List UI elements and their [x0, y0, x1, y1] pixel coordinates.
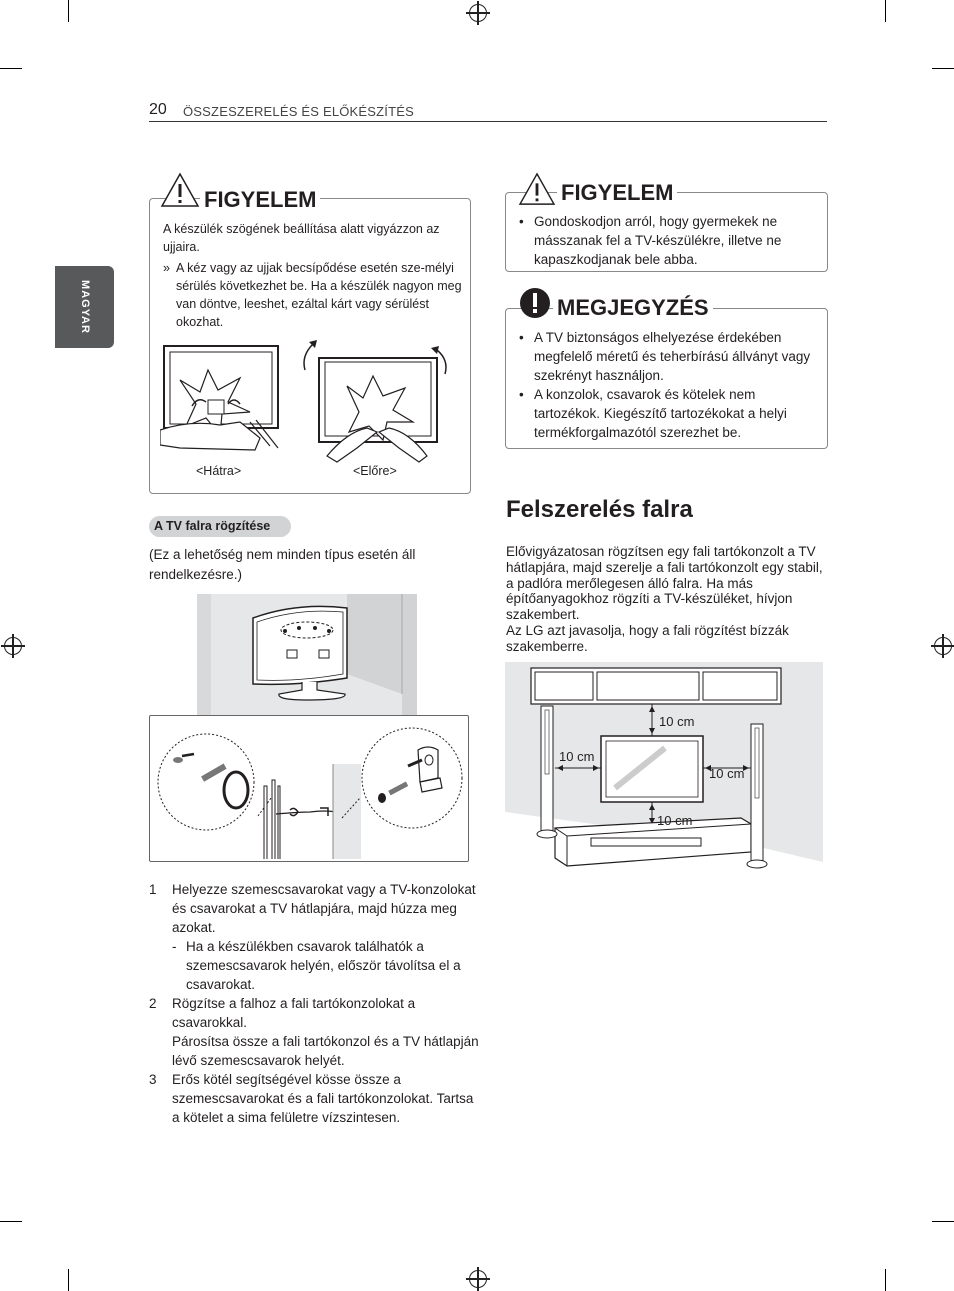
step-sub-item — [172, 937, 479, 994]
caption-back: <Hátra> — [196, 464, 242, 478]
caution-title-right: FIGYELEM — [557, 181, 677, 205]
registration-mark-icon — [934, 637, 952, 655]
tv-tilt-front-illustration — [297, 336, 462, 466]
dash-marker: - — [172, 939, 177, 954]
warning-triangle-icon — [518, 172, 556, 206]
section-title: ÖSSZESZERELÉS ÉS ELŐKÉSZÍTÉS — [183, 104, 415, 119]
section-heading: Felszerelés falra — [506, 496, 693, 523]
caution-right-list — [519, 212, 819, 269]
step-number: 1 — [149, 882, 157, 897]
list-item: • A konzolok, csavarok és kötelek nem tartozékok. Kiegészítő tartozékokat a helyi termékforgalmazótól szerezhet be. — [519, 385, 819, 442]
step-text: Helyezze szemescsavarokat vagy a TV-konzolokat és csavarokat a TV hátlapjára, majd húzza meg azokat. — [172, 882, 476, 935]
mounting-steps — [149, 880, 479, 1127]
exclamation-circle-icon — [518, 286, 552, 320]
list-item: • Gondoskodjon arról, hogy gyermekek ne másszanak fel a TV-készülékre, illetve ne kapaszkodjanak bele abba. — [519, 212, 819, 269]
wall-clearance-illustration — [505, 662, 823, 874]
caution-intro: A készülék szögének beállítása alatt vigyázzon az ujjaira. — [163, 222, 440, 254]
bullet-marker: » — [163, 261, 170, 275]
dim-label-left: 10 cm — [559, 749, 595, 764]
step-3 — [149, 1070, 479, 1127]
caution-bullet: A kéz vagy az ujjak becsípődése esetén sze-mélyi sérülés következhet be. Ha a készülék nagyon meg van döntve, leeshet, ezáltal kárt vagy sérülést okozhat. — [176, 261, 462, 329]
dim-label-top: 10 cm — [659, 714, 695, 729]
page-number: 20 — [149, 101, 167, 118]
language-tab-label: MAGYAR — [78, 280, 91, 334]
step-1 — [149, 880, 479, 994]
note-list — [519, 328, 819, 442]
step-text: Erős kötél segítségével kösse össze a szemescsavarokat és a fali tartókonzolokat. Tartsa a kötelet a sima felületre vízszintesen. — [172, 1072, 474, 1125]
warning-triangle-icon — [160, 172, 200, 208]
registration-mark-icon — [4, 637, 22, 655]
tv-rear-illustration — [197, 594, 417, 716]
wall-fix-note: (Ez a lehetőség nem minden típus esetén áll rendelkezésre.) — [149, 547, 416, 582]
step-number: 2 — [149, 996, 157, 1011]
step-2 — [149, 994, 479, 1070]
wall-fix-pill: A TV falra rögzítése — [149, 516, 291, 537]
dim-label-bottom: 10 cm — [657, 813, 693, 828]
header-rule — [149, 121, 827, 122]
eye-bolt-bracket-illustration — [150, 716, 466, 859]
caption-front: <Előre> — [353, 464, 397, 478]
note-title: MEGJEGYZÉS — [553, 296, 713, 320]
tv-tilt-back-illustration — [160, 340, 305, 465]
step-number: 3 — [149, 1072, 157, 1087]
registration-mark-icon — [469, 4, 487, 22]
language-tab — [55, 266, 114, 348]
step-extra-text: Párosítsa össze a fali tartókonzol és a TV hátlapján lévő szemescsavarok helyét. — [172, 1034, 479, 1068]
caution-title-left: FIGYELEM — [200, 188, 320, 212]
dim-label-right: 10 cm — [709, 766, 745, 781]
list-item: • A TV biztonságos elhelyezése érdekében megfelelő méretű és teherbírású állványt vagy szekrényt használjon. — [519, 328, 819, 385]
step-sub-text: Ha a készülékben csavarok találhatók a szemescsavarok helyén, először távolítsa el a csavarokat. — [186, 939, 461, 992]
wall-mount-paragraph-1: Elővigyázatosan rögzítsen egy fali tartókonzolt a TV hátlapjára, majd szerelje a fali tartókonzolt egy stabil, a padlóra merőlegesen álló falra. Ha más építőanyagokhoz rögzíti a TV-készüléket, hívjon szakembert. — [506, 544, 823, 623]
registration-mark-icon — [469, 1270, 487, 1288]
wall-mount-paragraph-2: Az LG azt javasolja, hogy a fali rögzítést bízzák szakemberre. — [506, 623, 789, 654]
step-text: Rögzítse a falhoz a fali tartókonzolokat a csavarokkal. — [172, 996, 416, 1030]
